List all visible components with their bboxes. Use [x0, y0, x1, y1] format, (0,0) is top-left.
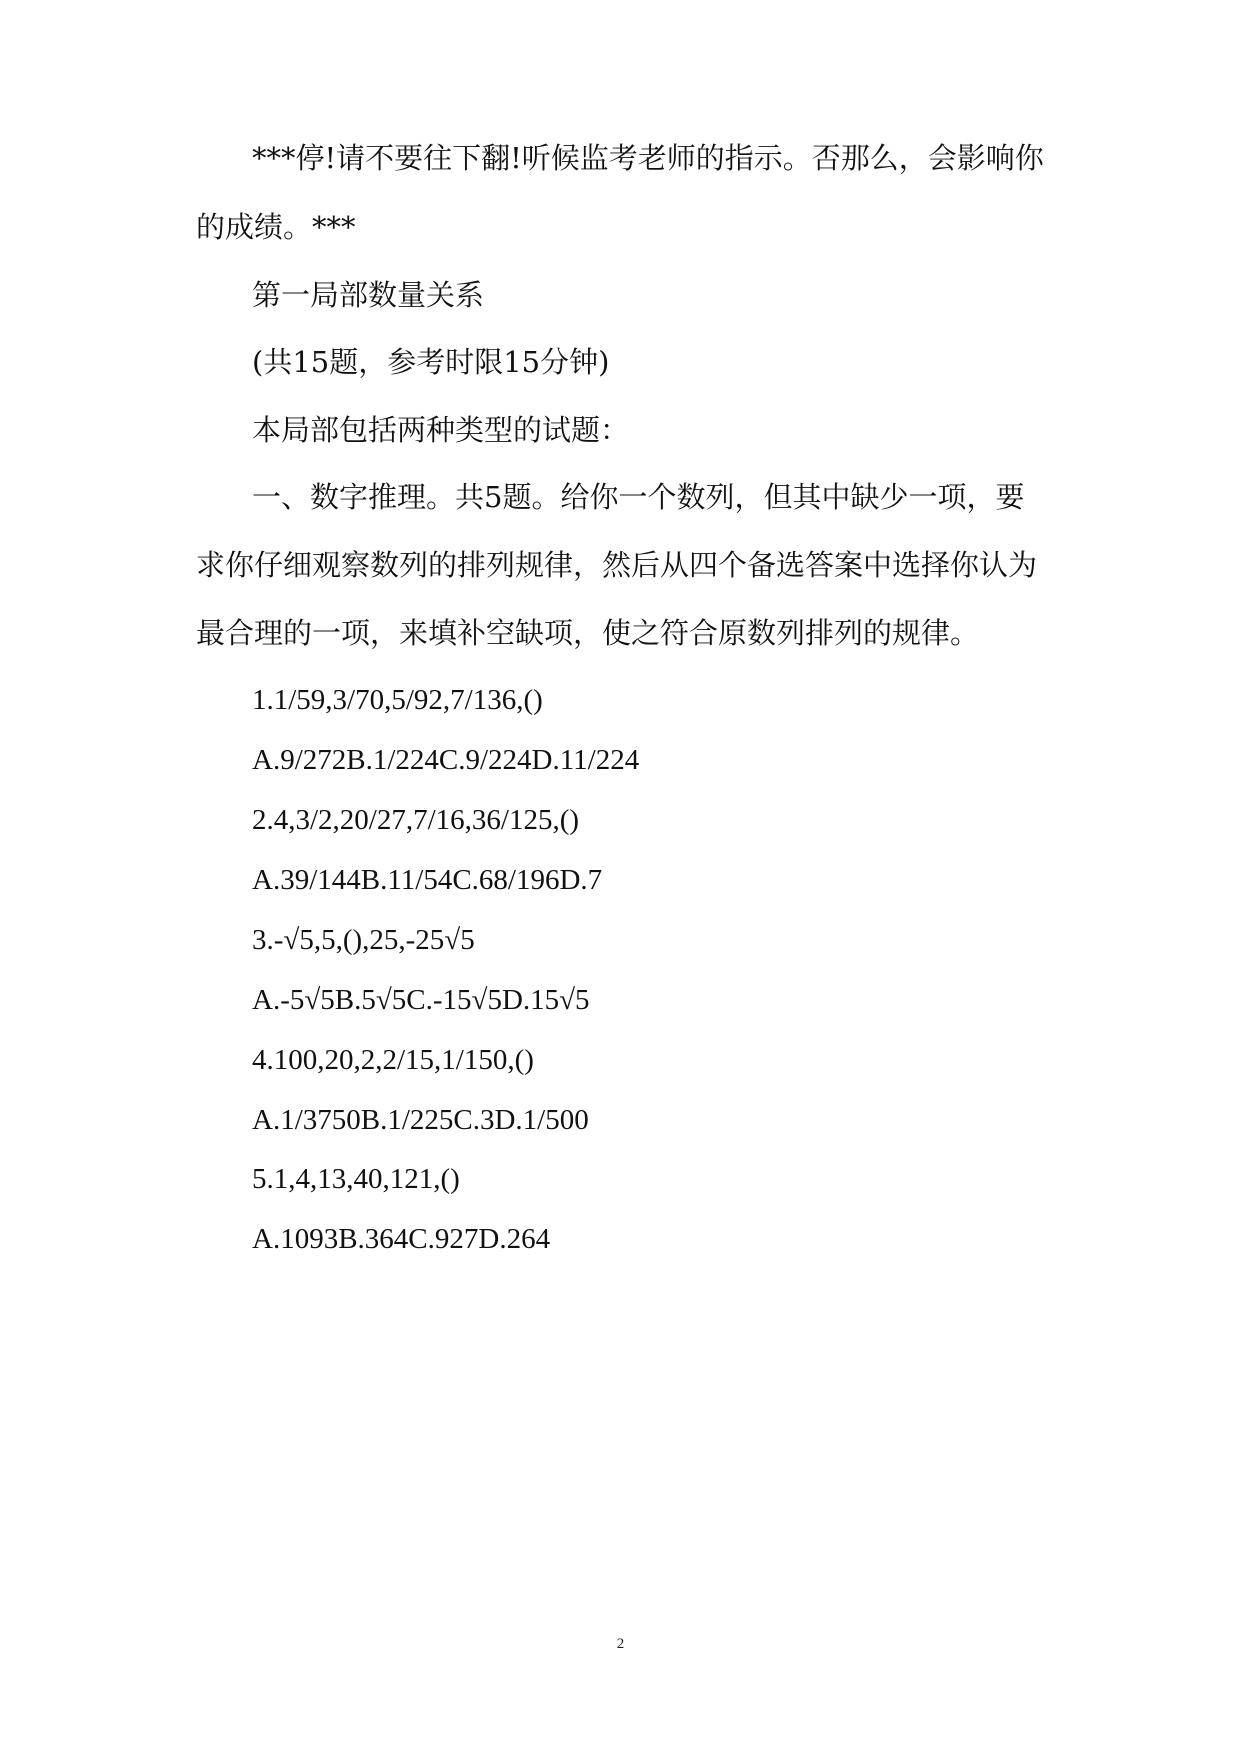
question-4-options: A.1/3750B.1/225C.3D.1/500 — [252, 1104, 589, 1136]
question-1: 1.1/59,3/70,5/92,7/136,() — [252, 684, 543, 716]
question-type-description-line-1: 一、数字推理。共5题。给你一个数列，但其中缺少一项，要 — [252, 480, 1025, 514]
section-subtitle: (共15题，参考时限15分钟) — [252, 345, 610, 379]
question-1-options: A.9/272B.1/224C.9/224D.11/224 — [252, 744, 640, 776]
question-2-options: A.39/144B.11/54C.68/196D.7 — [252, 864, 603, 896]
question-4: 4.100,20,2,2/15,1/150,() — [252, 1044, 534, 1076]
section-title: 第一局部数量关系 — [252, 278, 485, 312]
question-2: 2.4,3/2,20/27,7/16,36/125,() — [252, 804, 580, 836]
section-intro: 本局部包括两种类型的试题： — [252, 413, 630, 447]
question-3-options: A.-5√5B.5√5C.-15√5D.15√5 — [252, 984, 590, 1016]
question-type-description-line-2: 求你仔细观察数列的排列规律，然后从四个备选答案中选择你认为 — [196, 548, 1038, 582]
question-5-options: A.1093B.364C.927D.264 — [252, 1223, 551, 1255]
instruction-warning-line-2: 的成绩。*** — [196, 210, 356, 244]
instruction-warning-line-1: ***停!请不要往下翻!听候监考老师的指示。否那么，会影响你 — [252, 141, 1044, 175]
question-type-description-line-3: 最合理的一项，来填补空缺项，使之符合原数列排列的规律。 — [196, 616, 980, 650]
question-5: 5.1,4,13,40,121,() — [252, 1163, 460, 1195]
page-number: 2 — [616, 1636, 625, 1652]
question-3: 3.-√5,5,(),25,-25√5 — [252, 924, 475, 956]
